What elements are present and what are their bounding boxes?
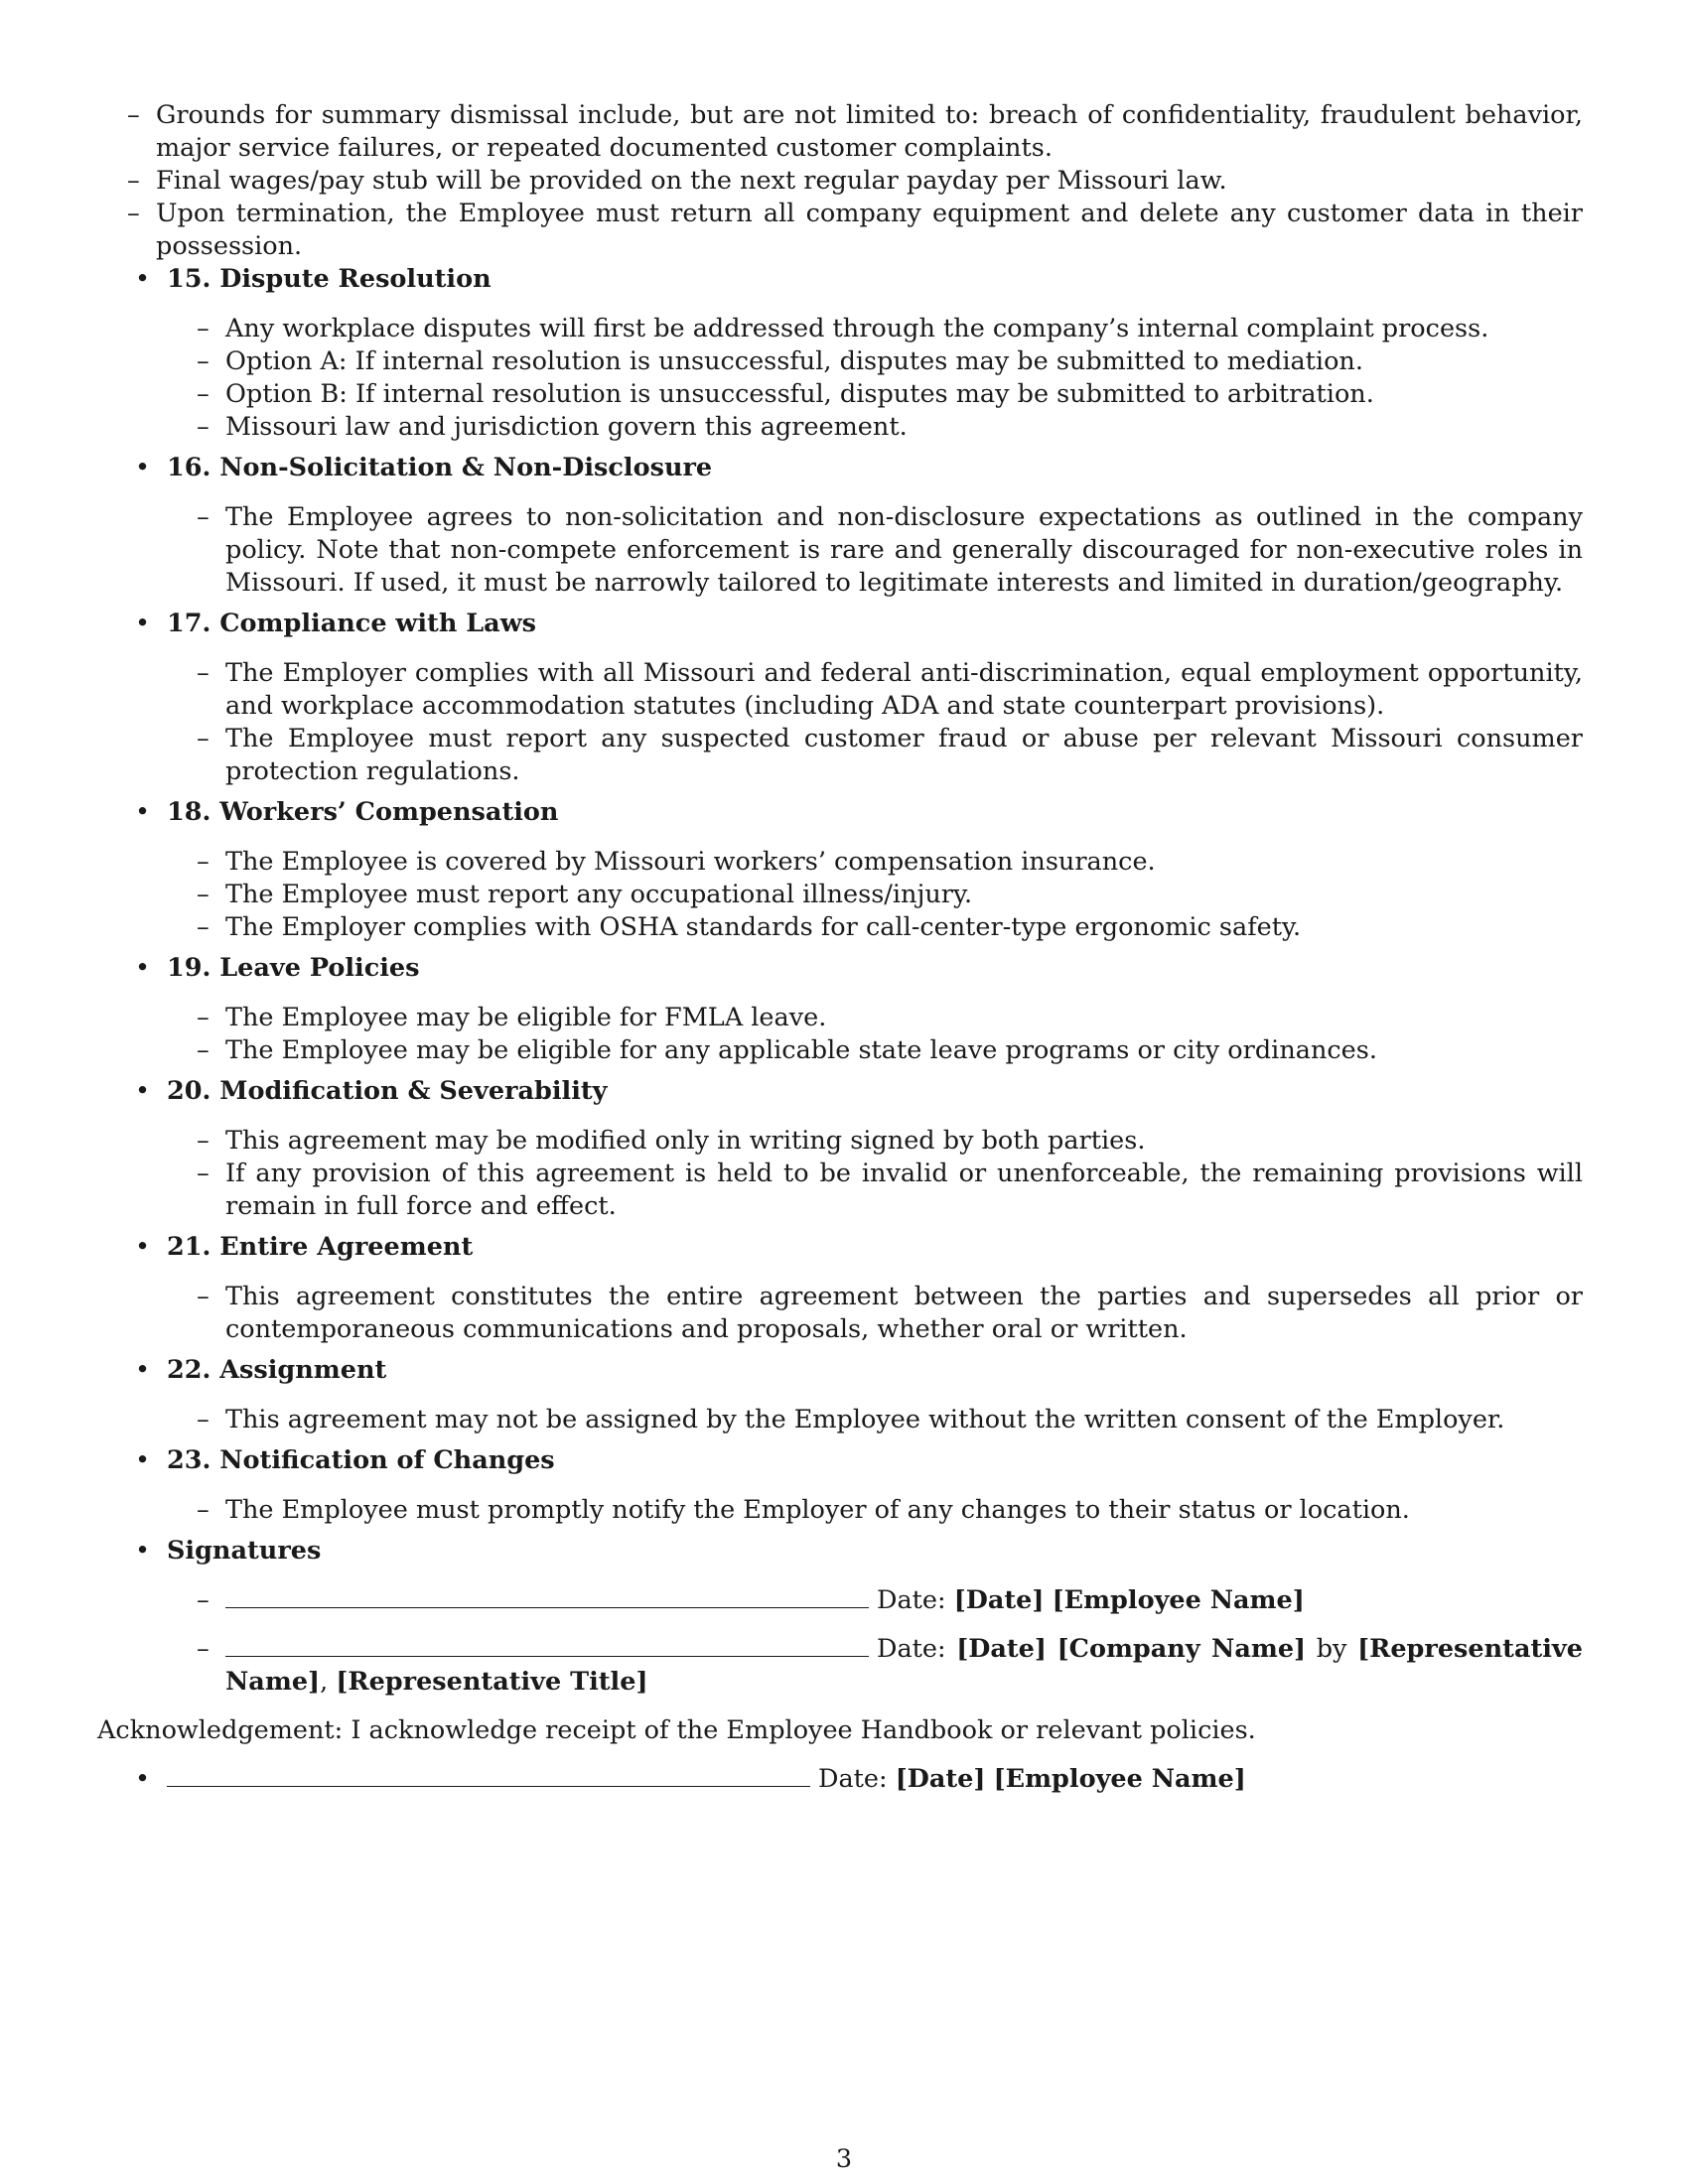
acknowledgement-date-placeholder: [Date] <box>895 1764 986 1794</box>
list-item <box>167 911 1583 944</box>
section-items <box>167 1002 1583 1067</box>
item-text: The Employee is covered by Missouri workers’ compensation insurance. <box>225 847 1156 877</box>
acknowledgement-signature-line[interactable] <box>167 1764 810 1787</box>
employee-signature-line[interactable] <box>225 1585 869 1608</box>
page-number: 3 <box>835 2144 853 2174</box>
section-title: 18. Workers’ Compensation <box>167 797 559 827</box>
dash-marker: – <box>197 1405 210 1434</box>
list-item <box>97 198 1583 263</box>
dash-marker: – <box>127 100 140 130</box>
by-label: by <box>1316 1634 1347 1664</box>
list-item <box>167 1158 1583 1223</box>
dash-marker: – <box>197 412 210 442</box>
section-title: 15. Dispute Resolution <box>167 264 492 294</box>
dash-marker: – <box>197 1495 210 1525</box>
list-item <box>167 411 1583 444</box>
dash-marker: – <box>197 1035 210 1065</box>
continued-section-items <box>97 99 1583 263</box>
company-name-placeholder: [Company Name] <box>1056 1634 1307 1664</box>
dash-marker: – <box>197 1634 210 1664</box>
item-text: This agreement may be modified only in writing signed by both parties. <box>225 1126 1146 1156</box>
section-title: Signatures <box>167 1536 322 1566</box>
section-22-assignment <box>97 1354 1583 1436</box>
list-item <box>167 846 1583 879</box>
section-items <box>167 846 1583 944</box>
bullet-marker: • <box>135 797 151 827</box>
item-text: The Employee may be eligible for any applicable state leave programs or city ordinances. <box>225 1035 1377 1065</box>
date-label: Date: <box>877 1634 946 1664</box>
dash-marker: – <box>197 1585 210 1615</box>
bullet-marker: • <box>135 1445 151 1475</box>
section-15-dispute-resolution <box>97 263 1583 444</box>
acknowledgement-text: Acknowledgement: I acknowledge receipt of the Employee Handbook or relevant policies. <box>97 1715 1256 1745</box>
item-text: Final wages/pay stub will be provided on the next regular payday per Missouri law. <box>156 166 1227 196</box>
company-signature-row <box>167 1633 1583 1699</box>
dash-marker: – <box>197 1159 210 1188</box>
bullet-marker: • <box>135 1076 151 1106</box>
list-item <box>167 1281 1583 1346</box>
dash-marker: – <box>197 847 210 877</box>
section-20-modification <box>97 1075 1583 1223</box>
list-item <box>97 165 1583 198</box>
section-title: 19. Leave Policies <box>167 953 420 983</box>
item-text: The Employer complies with OSHA standards for call-center-type ergonomic safety. <box>225 912 1302 942</box>
list-item <box>167 1404 1583 1436</box>
company-signature-line[interactable] <box>225 1634 869 1657</box>
document-body <box>97 99 1583 1796</box>
item-text: This agreement constitutes the entire agreement between the parties and supersedes all prior or contemporaneous communications and proposals, whether oral or written. <box>225 1282 1583 1344</box>
bullet-marker: • <box>135 264 151 294</box>
section-items <box>167 313 1583 444</box>
section-title: 20. Modification & Severability <box>167 1076 608 1106</box>
item-text: The Employee may be eligible for FMLA leave. <box>225 1003 827 1032</box>
list-item <box>167 345 1583 378</box>
section-title: 23. Notification of Changes <box>167 1445 555 1475</box>
section-title: 17. Compliance with Laws <box>167 609 537 638</box>
item-text: The Employee must report any occupational illness/injury. <box>225 880 973 909</box>
section-items <box>167 657 1583 788</box>
section-items <box>167 1494 1583 1527</box>
bullet-marker: • <box>135 953 151 983</box>
section-items <box>167 1281 1583 1346</box>
dash-marker: – <box>197 1282 210 1311</box>
item-text: The Employee must report any suspected customer fraud or abuse per relevant Missouri consumer protection regulations. <box>225 724 1583 786</box>
bullet-marker: • <box>135 609 151 638</box>
item-text: Option B: If internal resolution is unsuccessful, disputes may be submitted to arbitration. <box>225 379 1374 409</box>
date-label: Date: <box>877 1585 946 1615</box>
section-title: 21. Entire Agreement <box>167 1232 474 1262</box>
bullet-marker: • <box>135 453 151 482</box>
section-23-notification <box>97 1444 1583 1527</box>
representative-title-placeholder: [Representative Title] <box>336 1667 648 1697</box>
section-items <box>167 1125 1583 1223</box>
item-text: The Employee agrees to non-solicitation and non-disclosure expectations as outlined in the company policy. Note that non-compete enforcement is rare and generally discouraged for non-executive roles in Missouri. If used, it must be narrowly tailored to legitimate interests and limited in duration/geography. <box>225 502 1583 598</box>
dash-marker: – <box>197 1126 210 1156</box>
signature-lines <box>167 1584 1583 1699</box>
acknowledgement-name-placeholder: [Employee Name] <box>993 1764 1246 1794</box>
dash-marker: – <box>197 314 210 343</box>
section-title: 22. Assignment <box>167 1355 387 1385</box>
item-text: This agreement may not be assigned by the Employee without the written consent of the Employer. <box>225 1405 1505 1434</box>
item-text: The Employer complies with all Missouri and federal anti-discrimination, equal employment opportunity, and workplace accommodation statutes (including ADA and state counterpart provisions). <box>225 658 1583 721</box>
list-item <box>97 99 1583 165</box>
item-text: Upon termination, the Employee must return all company equipment and delete any customer data in their possession. <box>156 199 1583 261</box>
list-item <box>167 1494 1583 1527</box>
list-item <box>167 1125 1583 1158</box>
list-item <box>167 378 1583 411</box>
section-18-workers-compensation <box>97 796 1583 944</box>
section-title: 16. Non-Solicitation & Non-Disclosure <box>167 453 713 482</box>
item-text: If any provision of this agreement is held to be invalid or unenforceable, the remaining provisions will remain in full force and effect. <box>225 1159 1583 1221</box>
list-item <box>167 1002 1583 1034</box>
section-items <box>167 501 1583 600</box>
dash-marker: – <box>197 379 210 409</box>
list-item <box>167 501 1583 600</box>
bullet-marker: • <box>135 1355 151 1385</box>
dash-marker: – <box>127 199 140 228</box>
acknowledgement-signature-row <box>97 1763 1583 1796</box>
bullet-marker: • <box>135 1232 151 1262</box>
section-16-non-solicitation <box>97 452 1583 600</box>
dash-marker: – <box>197 502 210 532</box>
item-text: Any workplace disputes will first be addressed through the company’s internal complaint process. <box>225 314 1489 343</box>
bullet-marker: • <box>135 1764 151 1794</box>
section-19-leave-policies <box>97 952 1583 1067</box>
dash-marker: – <box>197 1003 210 1032</box>
employee-name-placeholder: [Employee Name] <box>1052 1585 1305 1615</box>
item-text: Missouri law and jurisdiction govern this agreement. <box>225 412 908 442</box>
item-text: Grounds for summary dismissal include, but are not limited to: breach of confidentiality, fraudulent behavior, major service failures, or repeated documented customer complaints. <box>156 100 1583 163</box>
section-list <box>97 263 1583 1699</box>
list-item <box>167 723 1583 788</box>
section-21-entire-agreement <box>97 1231 1583 1346</box>
section-17-compliance <box>97 608 1583 788</box>
dash-marker: – <box>197 880 210 909</box>
dash-marker: – <box>197 346 210 376</box>
list-item <box>167 313 1583 345</box>
dash-marker: – <box>197 658 210 688</box>
item-text: Option A: If internal resolution is unsuccessful, disputes may be submitted to mediation. <box>225 346 1363 376</box>
representative-name-placeholder: [Representative Name] <box>225 1634 1583 1697</box>
list-item <box>167 1034 1583 1067</box>
company-date-placeholder: [Date] <box>956 1634 1047 1664</box>
comma-separator: , <box>320 1667 329 1697</box>
date-label: Date: <box>818 1764 888 1794</box>
dash-marker: – <box>127 166 140 196</box>
item-text: The Employee must promptly notify the Employer of any changes to their status or location. <box>225 1495 1410 1525</box>
employee-signature-row <box>167 1584 1583 1617</box>
employee-date-placeholder: [Date] <box>953 1585 1045 1615</box>
dash-marker: – <box>197 912 210 942</box>
list-item <box>167 879 1583 911</box>
section-signatures <box>97 1535 1583 1699</box>
dash-marker: – <box>197 724 210 753</box>
list-item <box>167 657 1583 723</box>
bullet-marker: • <box>135 1536 151 1566</box>
section-items <box>167 1404 1583 1436</box>
